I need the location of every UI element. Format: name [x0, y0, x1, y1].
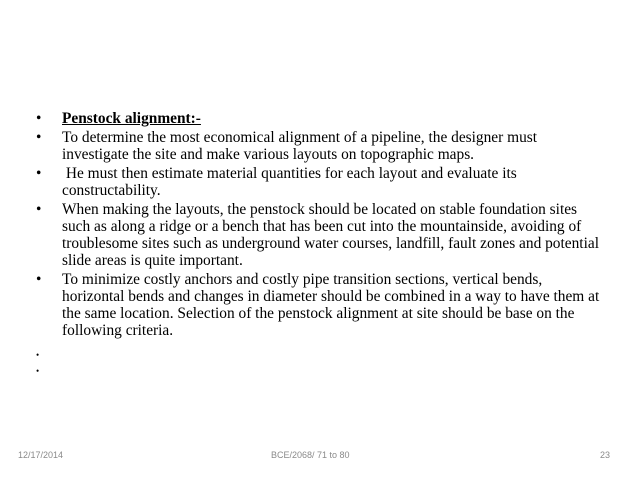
section-heading: Penstock alignment:-	[62, 110, 201, 127]
bullet-text: To determine the most economical alignment of a pipeline, the designer must investigate the site and make various layouts on topographic maps.	[62, 128, 538, 163]
bullet-icon: •	[36, 270, 42, 288]
slide-content	[34, 110, 606, 341]
bullet-icon: •	[36, 110, 42, 127]
bullet-item-heading	[34, 110, 606, 127]
bullet-icon: •	[36, 164, 42, 182]
bullet-text: To minimize costly anchors and costly pipe transition sections, vertical bends, horizontal bends and changes in diameter should be combined in a way to have them at the same location. Selection of the penstock alignment at site should be base on the following criteria.	[62, 270, 600, 340]
page-number: 23	[600, 450, 611, 460]
bullet-text: When making the layouts, the penstock should be located on stable foundation sites such as along a ridge or a bench that has been cut into the mountainside, avoiding of troublesome sites such as underground water courses, landfill, fault zones and potential slide areas is quite important.	[62, 200, 599, 270]
empty-bullet-icon: •	[36, 350, 40, 360]
bullet-item	[34, 165, 606, 199]
empty-bullet-icon: •	[36, 366, 40, 376]
bullet-icon: •	[36, 128, 42, 146]
bullet-item	[34, 129, 606, 163]
bullet-list	[34, 110, 606, 340]
bullet-item	[34, 201, 606, 270]
footer-date: 12/17/2014	[18, 450, 64, 460]
footer-text: BCE/2068/ 71 to 80	[271, 450, 350, 460]
bullet-item	[34, 271, 606, 340]
bullet-icon: •	[36, 200, 42, 218]
empty-bullets	[36, 347, 39, 379]
bullet-text: He must then estimate material quantities for each layout and evaluate its constructability.	[62, 164, 521, 199]
